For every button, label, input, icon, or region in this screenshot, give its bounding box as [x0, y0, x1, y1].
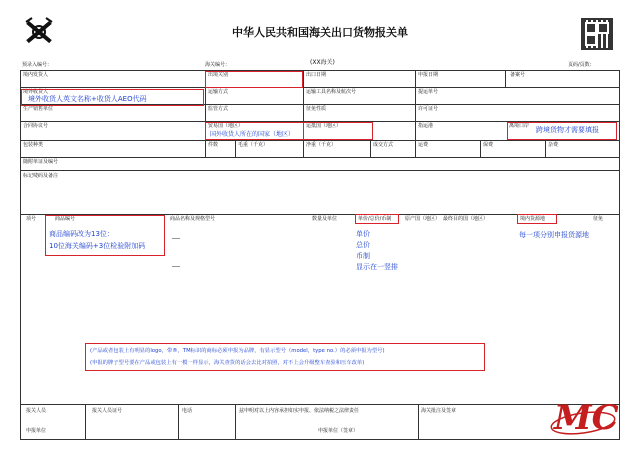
form-title: 中华人民共和国海关出口货物报关单: [232, 26, 408, 39]
annotation-price-1: 单价: [356, 230, 370, 238]
gross-weight-label: 毛重（千克）: [238, 142, 269, 148]
bill-no-label: 提运单号: [418, 89, 439, 95]
highlight-destination-country: [303, 122, 373, 140]
annotation-country: 国外收货人所在的国家（地区）: [210, 131, 295, 138]
marks-remarks-label: 标记唛码及备注: [23, 173, 59, 179]
goods-domestic-source-header: 境内货源地: [520, 216, 546, 222]
misc-fee-label: 杂费: [548, 142, 559, 148]
annotation-brand-line1: (产品或者包装上有明显的logo，带®，TM标识的商标必须申报为品牌，有显示型号（model，type no.）的必须申报为型号): [90, 348, 385, 354]
goods-qty-unit-header: 数量及单位: [312, 216, 338, 222]
annotation-exit-port: 跨境货物才需要填报: [536, 126, 599, 134]
attached-docs-label: 随附单证及编号: [23, 159, 59, 165]
net-weight-label: 净重（千克）: [306, 142, 337, 148]
destination-port-label: 指运港: [418, 123, 434, 129]
package-type-label: 包装种类: [23, 142, 44, 148]
contract-no-label: 合同协议号: [23, 123, 49, 129]
goods-item-no-header: 项号: [26, 216, 37, 222]
page-info-label: 页码/页数：: [568, 62, 595, 68]
customs-no-label: 海关编号：: [205, 62, 231, 68]
highlight-price-header: [355, 214, 399, 224]
freight-label: 运费: [418, 142, 429, 148]
consignor-label: 境内发货人: [23, 72, 49, 78]
declare-unit-label: 申报单位: [26, 428, 47, 434]
trade-country-label: 贸易国（地区）: [208, 123, 244, 129]
goods-price-header: 单价/总价/币制: [358, 216, 392, 222]
declarer-cert-label: 报关人员证号: [92, 408, 123, 414]
annotation-price-2: 总价: [356, 241, 370, 249]
annotation-price-4: 显示在一竖排: [356, 263, 398, 271]
transport-mode-label: 运输方式: [208, 89, 229, 95]
insurance-label: 保费: [483, 142, 494, 148]
transaction-mode-label: 成交方式: [373, 142, 394, 148]
tax-nature-label: 征免性质: [306, 106, 327, 112]
pieces-label: 件数: [208, 142, 219, 148]
goods-origin-header: 原产国（地区）: [405, 216, 441, 222]
transport-name-label: 运输工具名称及航次号: [306, 89, 357, 95]
exit-port-label: 离境口岸: [509, 123, 530, 129]
destination-country-label: 运抵国（地区）: [306, 123, 342, 129]
annotation-source: 每一项分别申报货源地: [519, 231, 589, 239]
goods-name-spec-header: 商品名称及规格型号: [170, 216, 216, 222]
export-date-label: 出口日期: [306, 72, 327, 78]
annotation-hs-line2: 10位海关编码+3位检验附加码: [49, 242, 146, 250]
customs-emblem-icon: [20, 14, 58, 50]
supervision-mode-label: 监管方式: [208, 106, 229, 112]
statement-label: 兹申明对以上内容承担如实申报、依法纳税之法律责任: [239, 408, 360, 414]
annotation-brand-line2: (申报的牌子型号要在产品或包装上有一模一样显示，海关查货的话会去比对拍照，对不上会升级整车查验和压车改单): [90, 360, 365, 366]
license-no-label: 许可证号: [418, 106, 439, 112]
declarer-label: 报关人员: [26, 408, 47, 414]
exit-customs-label: 出境关别: [208, 72, 229, 78]
annotation-price-3: 币制: [356, 252, 370, 260]
port-placeholder: (XX海关): [310, 59, 335, 66]
goods-row-dash: [172, 266, 180, 267]
production-unit-label: 生产销售单位: [23, 106, 54, 112]
qr-code-icon: [583, 20, 611, 48]
declare-date-label: 申报日期: [418, 72, 439, 78]
declare-unit-seal-label: 申报单位（签章）: [318, 428, 359, 434]
svg-text:MC: MC: [554, 398, 618, 438]
goods-row-dash: [172, 238, 180, 239]
mc-logo: [548, 393, 618, 441]
highlight-exit-customs: [205, 71, 303, 88]
annotation-consignee: 境外收货人英文名称+收货人AEO代码: [28, 95, 147, 103]
goods-hs-code-header: 商品编号: [55, 216, 76, 222]
overseas-consignee-label: 境外收货人: [23, 89, 49, 95]
annotation-hs-line1: 商品编码改为13位：: [49, 230, 114, 238]
goods-final-dest-header: 最终目的国（地区）: [443, 216, 489, 222]
phone-label: 电话: [182, 408, 193, 414]
pre-entry-no-label: 预录入编号：: [22, 62, 53, 68]
goods-exemption-header: 征免: [593, 216, 604, 222]
highlight-domestic-source: [517, 214, 557, 224]
record-no-label: 备案号: [510, 72, 526, 78]
customs-remarks-label: 海关批注及签章: [421, 408, 457, 414]
